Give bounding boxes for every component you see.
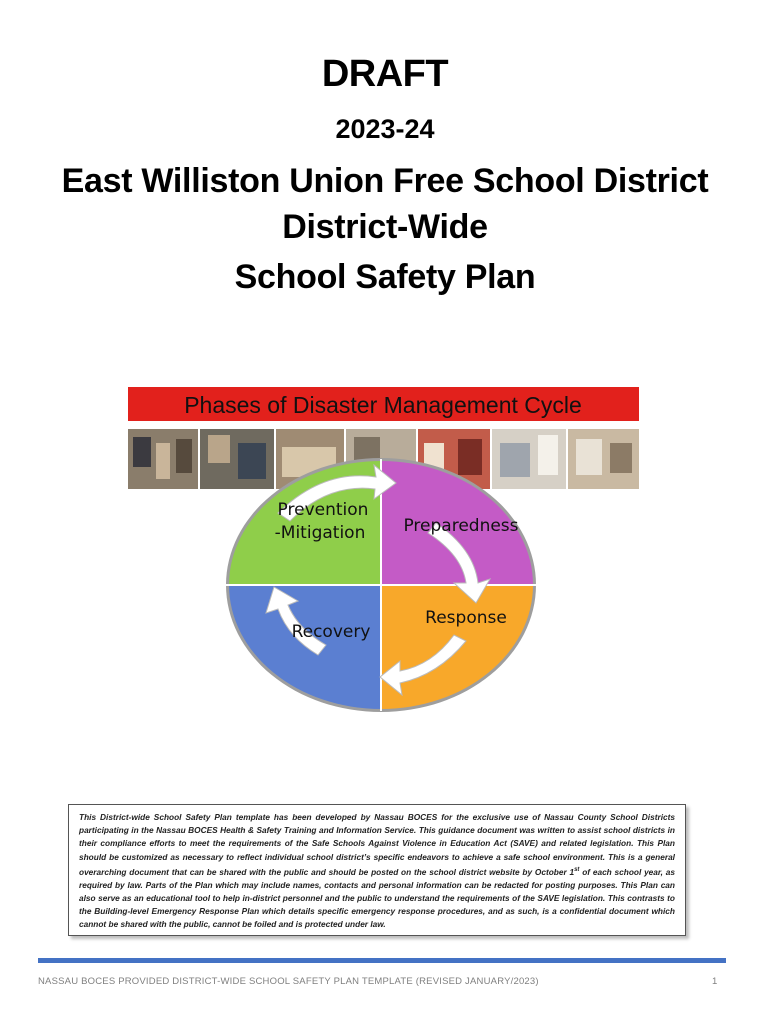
footer-rule [38, 958, 726, 963]
label-response: Response [425, 608, 507, 628]
disclaimer-text: This District-wide School Safety Plan template has been developed by Nassau BOCES for the exclusive use of Nassau County School Districts participating in the Nassau BOCES Health & Safety Training and Information Service. This guidance document was written to assist school districts in their compliance efforts to meet the requirements of the Safe Schools Against Violence in Education Act (SAVE) and related legislation. This Plan should be customized as necessary to reflect individual school district’s specific endeavors to achieve a safe school environment. This is a general overarching document that can be shared with the public and should be posted on the school district website by October 1 [79, 812, 675, 877]
label-preparedness: Preparedness [403, 516, 519, 536]
label-prevention-line1: Prevention [277, 500, 369, 520]
label-recovery: Recovery [291, 622, 371, 642]
disclaimer-superscript: st [574, 866, 580, 873]
draft-label: DRAFT [321, 53, 449, 95]
footer-text: NASSAU BOCES PROVIDED DISTRICT-WIDE SCHOOL SAFETY PLAN TEMPLATE (REVISED JANUARY/2023) [38, 976, 539, 987]
disaster-cycle-figure [128, 373, 639, 713]
district-wide-label: District-Wide [282, 208, 488, 246]
disaster-cycle-graphic [128, 373, 639, 713]
label-prevention-line2: -Mitigation [274, 523, 366, 543]
disclaimer-text-continued: of each school year, as required by law. Parts of the Plan which may include names, contacts and personal information can be redacted for posting purposes. This Plan can also serve as an educational tool to help in-district personnel and the public to understand the requirements of the SAVE legislation. This contrasts to the Building-level Emergency Response Plan which details specific emergency response procedures, and as such, is a confidential document which cannot be shared with the public, cannot be foiled and is protected under law. [79, 866, 676, 930]
banner-title: Phases of Disaster Management Cycle [184, 392, 582, 418]
disclaimer-box [68, 804, 686, 936]
district-name: East Williston Union Free School District [61, 162, 709, 200]
title-block [0, 50, 770, 300]
school-year: 2023-24 [335, 114, 435, 144]
plan-title: School Safety Plan [234, 258, 536, 296]
page-number: 1 [712, 976, 718, 987]
